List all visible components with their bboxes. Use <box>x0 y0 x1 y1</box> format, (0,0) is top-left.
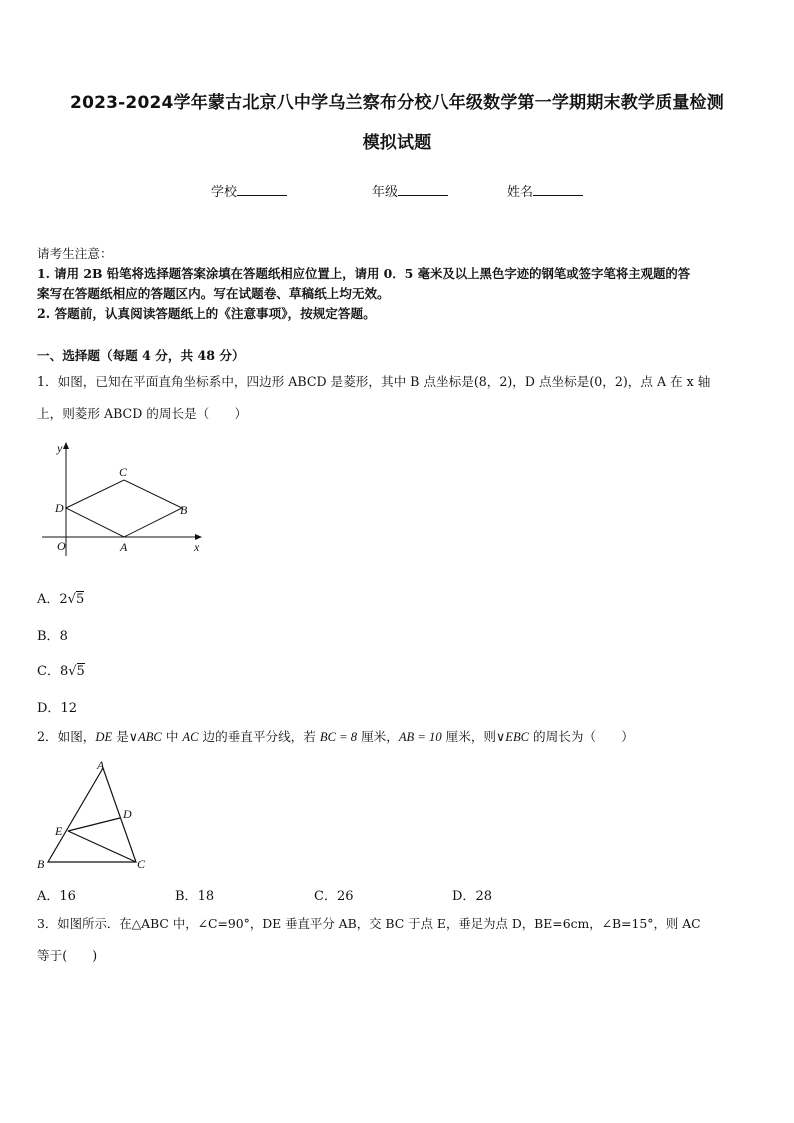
q2-text-part: 厘米， <box>357 729 399 744</box>
label-d: D <box>55 501 64 515</box>
label-c: C <box>119 465 128 479</box>
q2-text-part: 是 <box>112 729 129 744</box>
q1-option-c-value: 8 <box>59 664 69 679</box>
section-heading: 一、选择题（每题 4 分，共 48 分） <box>37 348 245 363</box>
page-title: 2023-2024学年蒙古北京八中学乌兰察布分校八年级数学第一学期期末教学质量检测 <box>70 93 724 113</box>
q1-option-b-key: B． <box>37 629 60 644</box>
q2-option-a-key: A． <box>37 889 60 904</box>
page-subtitle: 模拟试题 <box>362 133 432 153</box>
segment-ec <box>68 831 136 862</box>
q1-option-d <box>37 697 77 716</box>
q2-math-ab: AB = 10 <box>398 730 442 744</box>
q2-option-a <box>37 885 76 904</box>
q2-math-ebc: ∨EBC <box>496 730 530 744</box>
q1-rhombus-figure <box>38 438 208 558</box>
q2-option-d <box>452 885 492 904</box>
q2-option-d-key: D． <box>452 889 476 904</box>
q2-text-part: 2．如图， <box>37 729 96 744</box>
q1-text-line1: 1．如图，已知在平面直角坐标系中，四边形 ABCD 是菱形，其中 B 点坐标是(8，2)，D 点坐标是(0，2)，点 A 在 x 轴 <box>37 374 711 389</box>
notice-heading: 请考生注意： <box>37 246 113 261</box>
grade-field <box>372 181 448 200</box>
notice-item-1b: 案写在答题纸相应的答题区内。写在试题卷、草稿纸上均无效。 <box>37 286 390 301</box>
name-blank <box>533 183 583 196</box>
q1-option-a-key: A． <box>37 592 60 607</box>
y-axis-arrow <box>63 442 69 449</box>
segment-de <box>68 818 120 831</box>
q1-option-a-radicand: 5 <box>75 592 85 607</box>
q2-text <box>37 727 757 747</box>
q1-option-b <box>37 625 68 644</box>
q1-option-d-value: 12 <box>60 701 77 716</box>
label-d: D <box>123 807 132 821</box>
name-field <box>507 181 583 200</box>
q2-math-de: DE <box>95 730 113 744</box>
sqrt-icon: √ <box>68 664 77 679</box>
q2-triangle-figure <box>34 756 154 874</box>
label-b: B <box>180 503 188 517</box>
school-label: 学校 <box>211 185 238 200</box>
q2-option-c <box>314 885 354 904</box>
sqrt-icon: √ <box>67 592 76 607</box>
q3-text-line2: 等于( ) <box>37 948 98 963</box>
school-blank <box>237 183 287 196</box>
q2-option-b-value: 18 <box>197 889 215 904</box>
q2-math-ac: AC <box>182 730 199 744</box>
label-a: A <box>120 540 128 554</box>
q1-option-a <box>37 588 84 607</box>
label-a: A <box>97 758 105 772</box>
label-x: x <box>194 540 200 554</box>
q1-option-d-key: D． <box>37 701 61 716</box>
rhombus-abcd <box>66 480 182 537</box>
q2-text-part: 的周长为（ ） <box>529 729 634 744</box>
q3-text-line1: 3．如图所示．在△ABC 中，∠C=90°，DE 垂直平分 AB，交 BC 于点 E，垂足为点 D，BE=6cm，∠B=15°，则 AC <box>37 916 701 931</box>
label-o: O <box>57 539 66 553</box>
school-field <box>211 181 287 200</box>
q1-option-c <box>37 660 85 679</box>
q2-math-bc: BC = 8 <box>319 730 358 744</box>
q1-option-c-radicand: 5 <box>76 664 85 679</box>
q1-text-line2: 上，则菱形 ABCD 的周长是（ ） <box>37 406 248 421</box>
label-e: E <box>55 824 63 838</box>
label-c: C <box>137 857 146 871</box>
q1-option-b-value: 8 <box>59 629 68 644</box>
grade-blank <box>398 183 448 196</box>
label-b: B <box>37 857 45 871</box>
q2-math-abc: ∨ABC <box>128 730 162 744</box>
notice-item-2: 2. 答题前，认真阅读答题纸上的《注意事项》，按规定答题。 <box>37 306 376 321</box>
grade-label: 年级 <box>372 185 399 200</box>
q2-option-a-value: 16 <box>59 889 76 904</box>
q2-option-c-key: C． <box>314 889 337 904</box>
label-y: y <box>57 441 63 455</box>
q2-option-b <box>175 885 214 904</box>
q2-text-part: 中 <box>161 729 183 744</box>
q2-text-part: 厘米，则 <box>441 729 497 744</box>
q1-option-a-value: 2 <box>59 592 68 607</box>
q1-option-c-key: C． <box>37 664 60 679</box>
q2-option-d-value: 28 <box>475 889 492 904</box>
q2-option-b-key: B． <box>175 889 198 904</box>
notice-item-1a: 1. 请用 2B 铅笔将选择题答案涂填在答题纸相应位置上，请用 0．5 毫米及以上黑色字迹的钢笔或签字笔将主观题的答 <box>37 266 691 281</box>
name-label: 姓名 <box>507 185 534 200</box>
q2-text-part: 边的垂直平分线，若 <box>198 729 320 744</box>
q2-option-c-value: 26 <box>336 889 354 904</box>
